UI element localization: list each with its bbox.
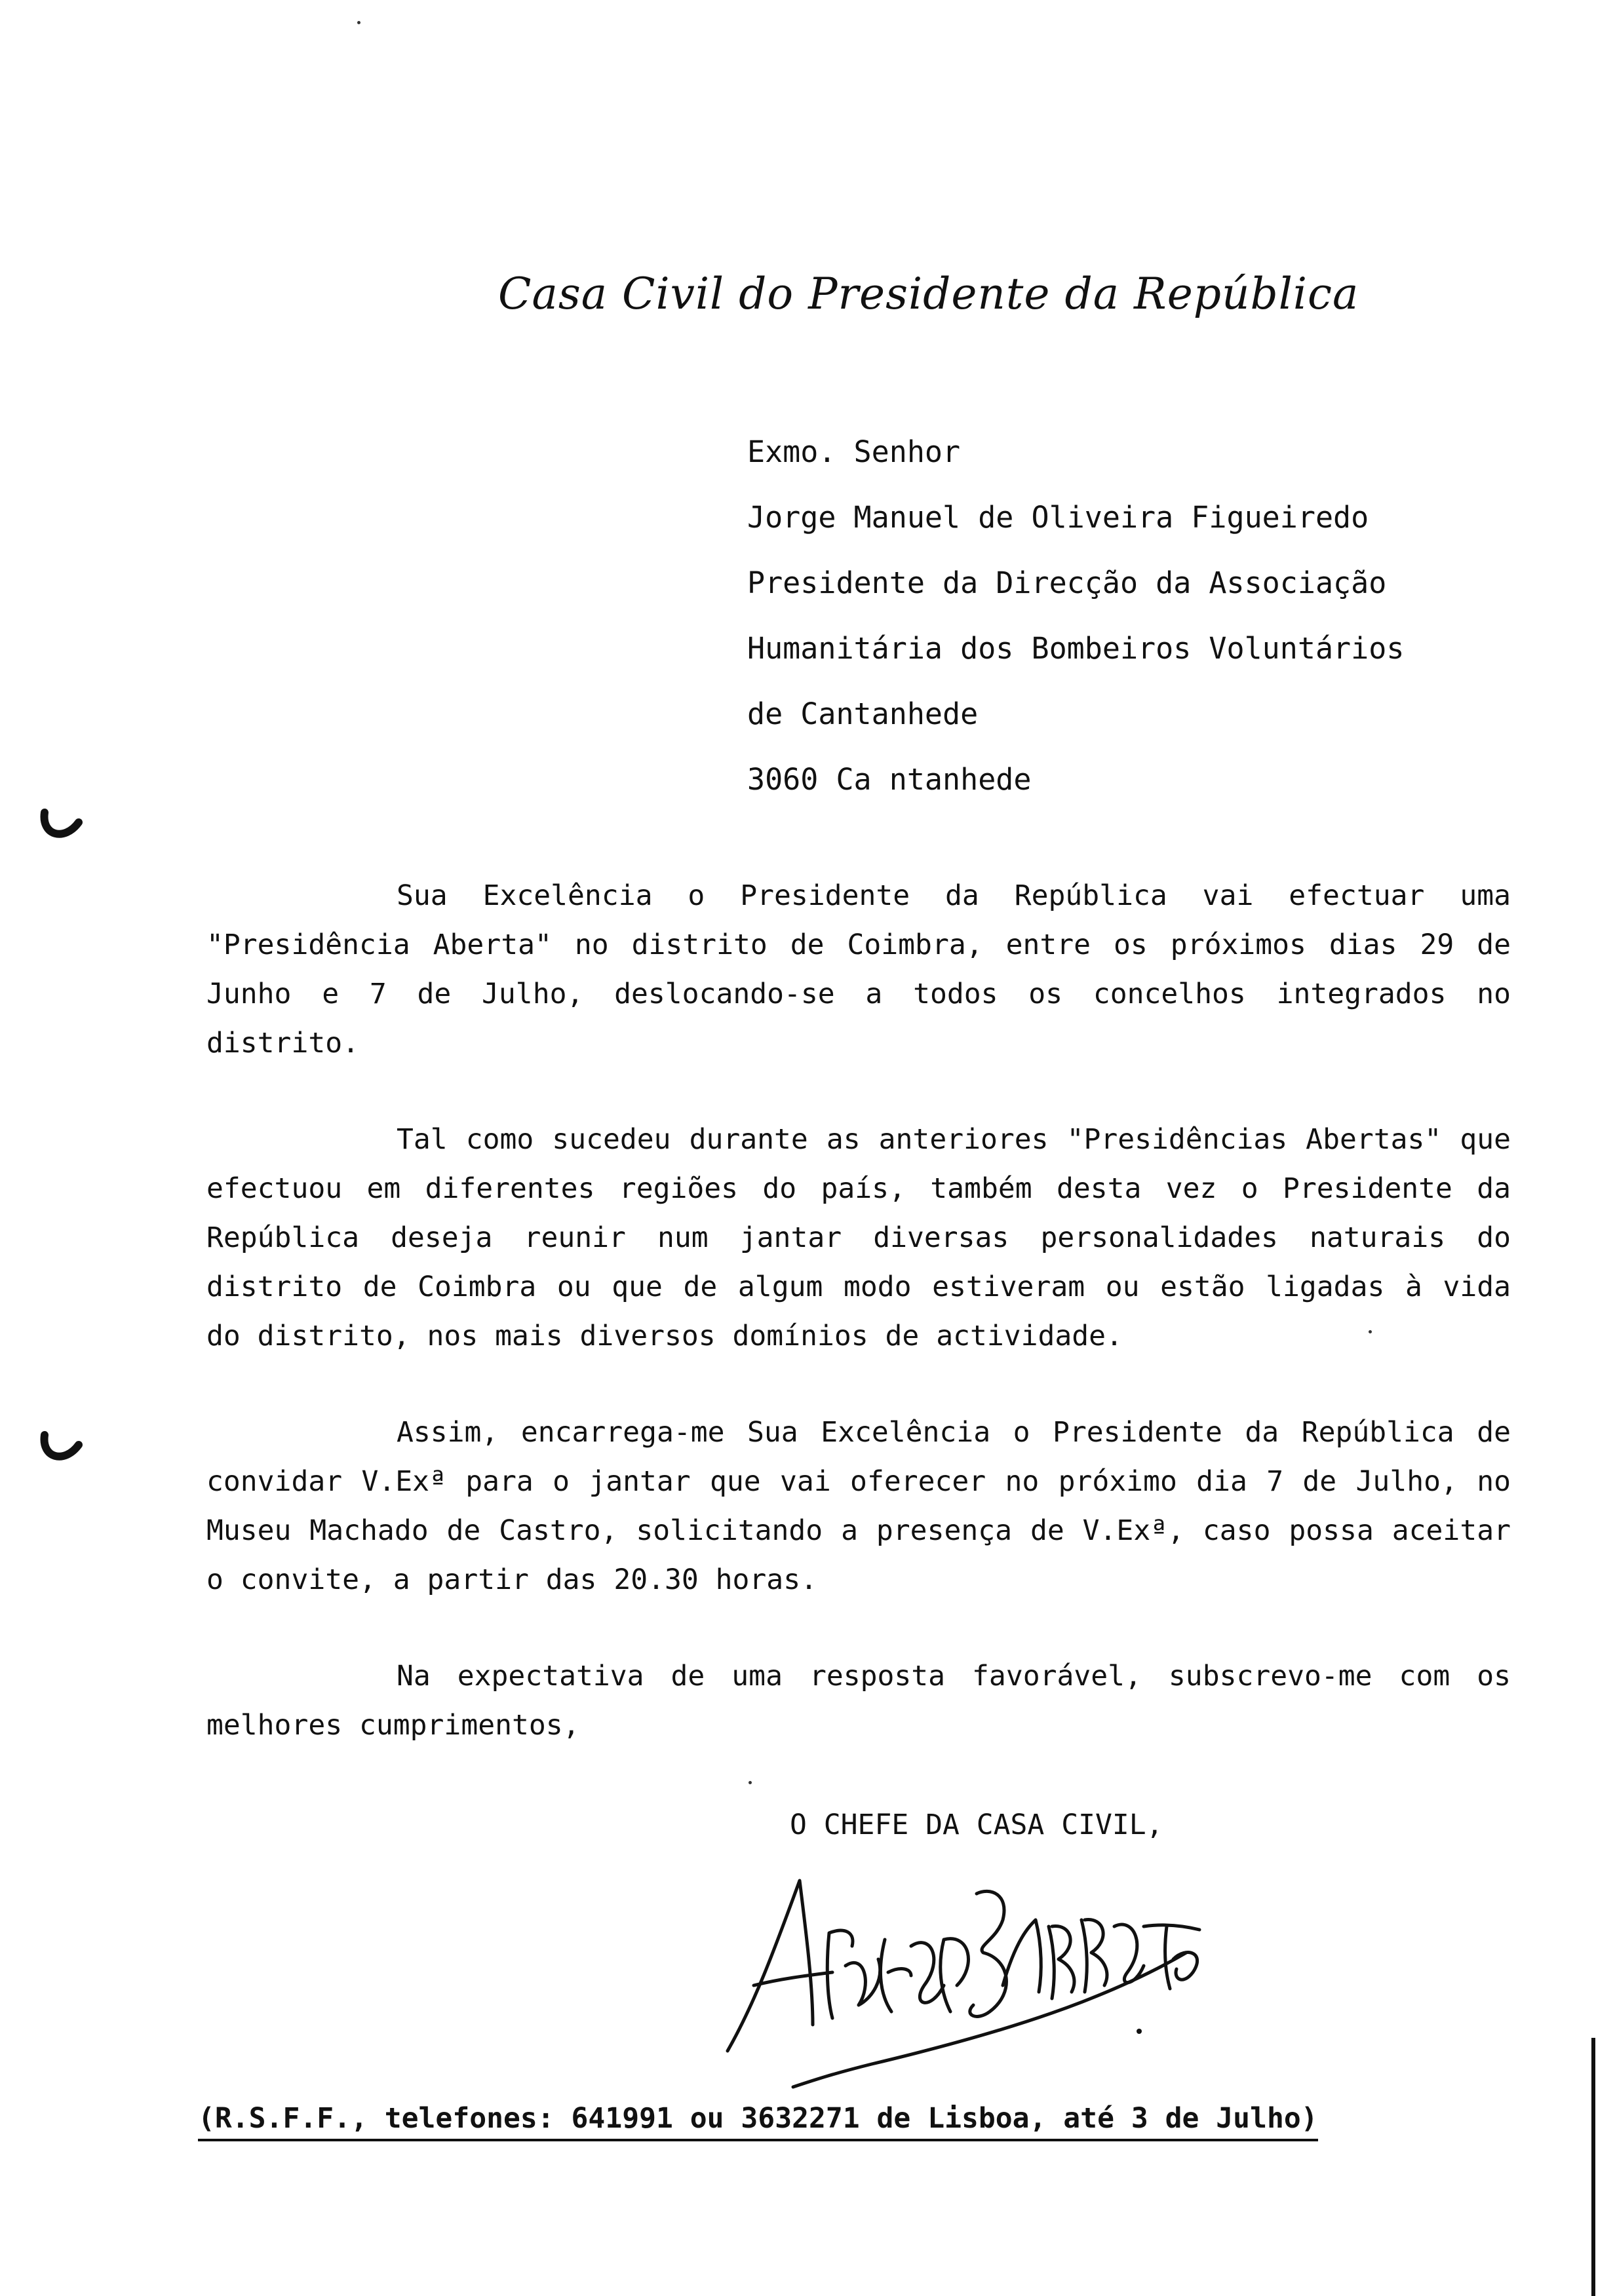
addressee-name: Jorge Manuel de Oliveira Figueiredo [747,500,1369,535]
addressee-block [747,419,1566,813]
scan-speck [749,1781,752,1784]
body-paragraph-3: Assim, encarrega-me Sua Excelência o Presidente da República de convidar V.Exª para o jantar que vai oferecer no próximo dia 7 de Julho, no Museu Machado de Castro, solicitando a presença de V.Exª, caso possa aceitar o convite, a partir das 20.30 horas. [206,1416,1511,1596]
addressee-title-line-1: Presidente da Direcção da Associação [747,565,1387,600]
closing-line: O CHEFE DA CASA CIVIL, [790,1808,1163,1841]
punch-hole-mark-top [38,806,84,845]
scan-speck [1369,1330,1372,1333]
addressee-title-line-3: de Cantanhede [747,697,979,731]
addressee-title-line-2: Humanitária dos Bombeiros Voluntários [747,631,1405,666]
scan-edge-line [1591,2038,1595,2296]
body-paragraph-2: Tal como sucedeu durante as anteriores "Presidências Abertas" que efectuou em diferentes regiões do país, também desta vez o Presidente da República deseja reunir num jantar diversas personalidades naturais do distrito de Coimbra ou que de algum modo estiveram ou estão ligadas à vida do distrito, nos mais diversos domínios de actividade. [206,1123,1511,1352]
body-paragraph-1: Sua Excelência o Presidente da República vai efectuar uma "Presidência Aberta" no distrito de Coimbra, entre os próximos dias 29 de Junho e 7 de Julho, deslocando-se a todos os concelhos integrados no distrito. [206,879,1511,1060]
punch-hole-mark-bottom [38,1428,84,1468]
letterhead: Casa Civil do Presidente da República [498,269,1359,319]
body-paragraph-4: Na expectativa de uma resposta favorável, subscrevo-me com os melhores cumprimentos, [206,1660,1511,1742]
letter-body [206,871,1511,1797]
footer-note: (R.S.F.F., telefones: 641991 ou 3632271 de Lisboa, até 3 de Julho) [198,2102,1318,2141]
handwritten-signature [714,1854,1213,2090]
addressee-address: 3060 Ca ntanhede [747,762,1032,797]
scan-speck [357,21,360,24]
addressee-salutation: Exmo. Senhor [747,434,961,469]
